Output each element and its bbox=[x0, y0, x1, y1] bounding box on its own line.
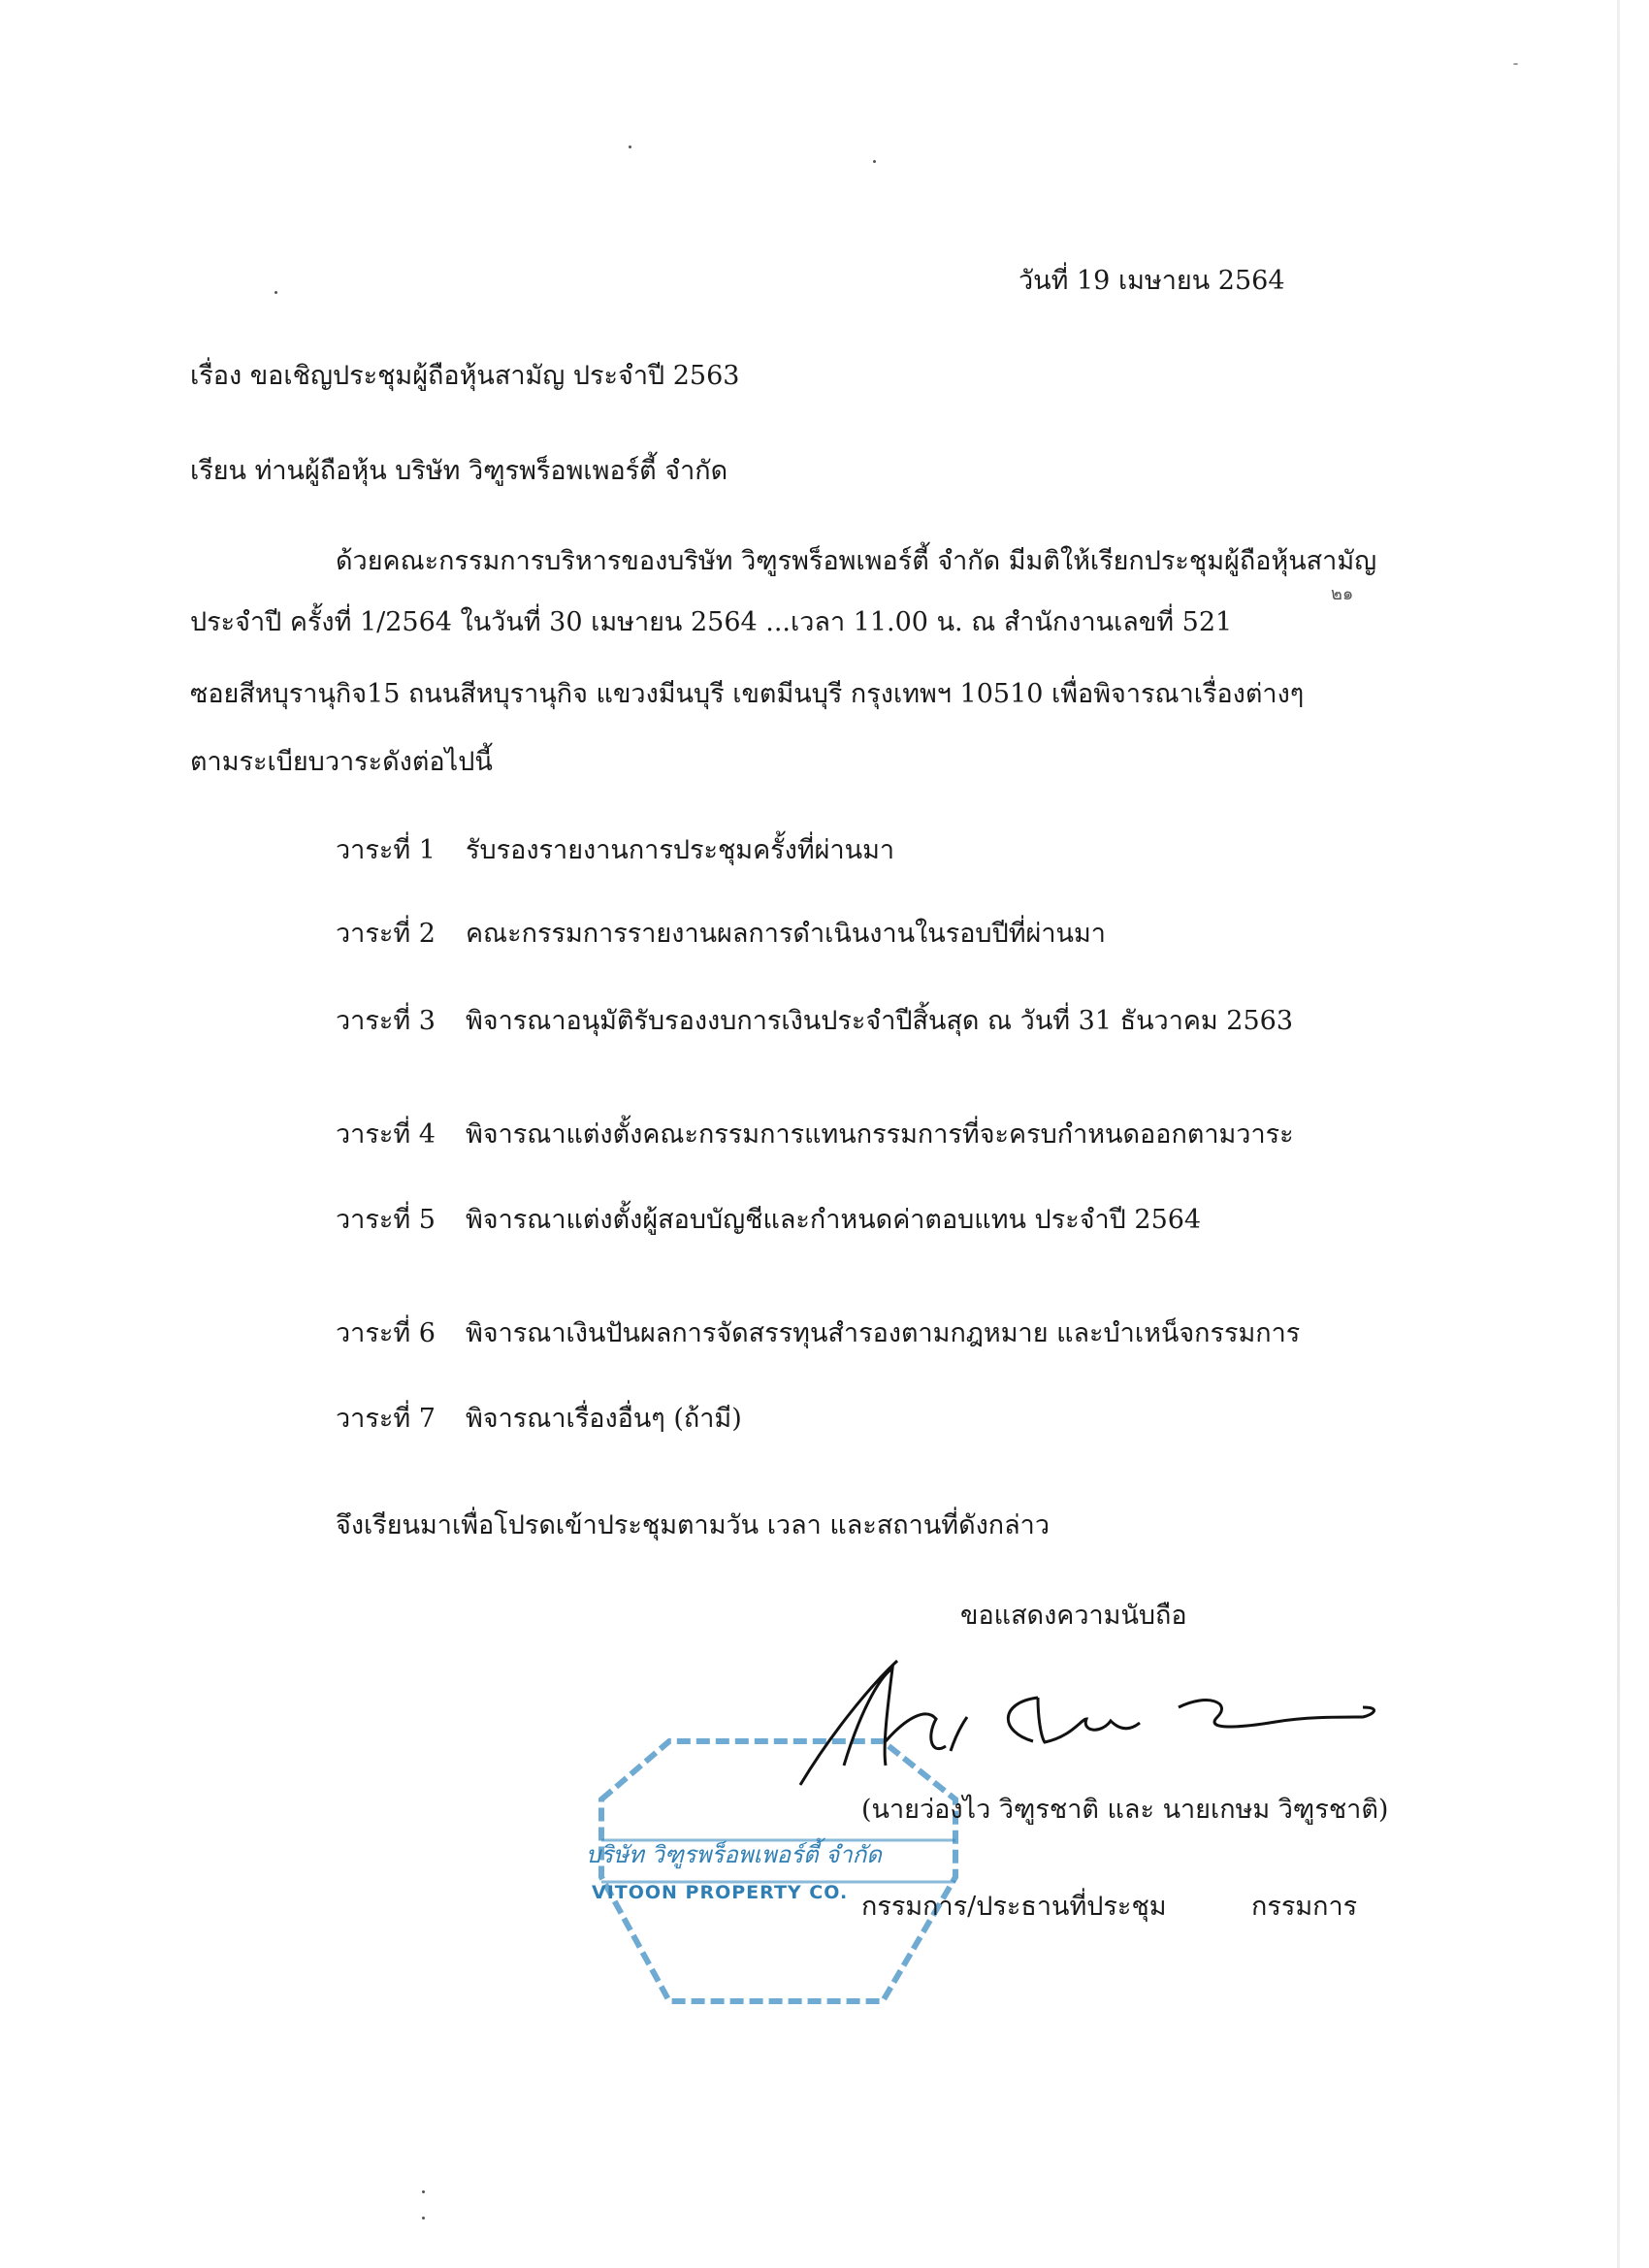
body-line: ประจำปี ครั้งที่ 1/2564 ในวันที่ 30 เมษายน 2564 ...เวลา 11.00 น. ณ สำนักงานเลขที่ 521 bbox=[190, 607, 1233, 637]
closing-line: จึงเรียนมาเพื่อโปรดเข้าประชุมตามวัน เวลา และสถานที่ดังกล่าว bbox=[336, 1510, 1051, 1540]
agenda-number: วาระที่ 1 bbox=[336, 835, 436, 865]
agenda-number: วาระที่ 3 bbox=[336, 1006, 436, 1036]
handwritten-signatures bbox=[791, 1649, 1431, 1795]
body-line: ซอยสีหบุรานุกิจ15 ถนนสีหบุรานุกิจ แขวงมีนบุรี เขตมีนบุรี กรุงเทพฯ 10510 เพื่อพิจารณาเรื่องต่างๆ bbox=[190, 679, 1305, 709]
agenda-text: พิจารณาอนุมัติรับรองงบการเงินประจำปีสิ้นสุด ณ วันที่ 31 ธันวาคม 2563 bbox=[466, 1006, 1294, 1036]
scan-edge bbox=[1617, 0, 1620, 2268]
body-line: ด้วยคณะกรรมการบริหารของบริษัท วิฑูรพร็อพเพอร์ตี้ จำกัด มีมติให้เรียกประชุมผู้ถือหุ้นสามัญ bbox=[336, 546, 1377, 576]
signatory-names: (นายว่องไว วิฑูรชาติ และ นายเกษม วิฑูรชาติ) bbox=[861, 1795, 1389, 1825]
scan-speck bbox=[629, 146, 631, 148]
body-line: ตามระเบียบวาระดังต่อไปนี้ bbox=[190, 747, 493, 777]
agenda-number: วาระที่ 6 bbox=[336, 1318, 436, 1348]
stamp-thai-name: บริษัท วิฑูรพร็อพเพอร์ตี้ จำกัด bbox=[586, 1841, 882, 1868]
agenda-number: วาระที่ 5 bbox=[336, 1205, 436, 1235]
letter-addressee: เรียน ท่านผู้ถือหุ้น บริษัท วิฑูรพร็อพเพอร์ตี้ จำกัด bbox=[190, 456, 728, 486]
stamp-english-name: VITOON PROPERTY CO. bbox=[592, 1882, 849, 1903]
agenda-number: วาระที่ 7 bbox=[336, 1404, 436, 1434]
scan-speck bbox=[873, 160, 876, 163]
letter-subject: เรื่อง ขอเชิญประชุมผู้ถือหุ้นสามัญ ประจำปี 2563 bbox=[190, 361, 740, 391]
agenda-text: พิจารณาเรื่องอื่นๆ (ถ้ามี) bbox=[466, 1404, 742, 1434]
scan-speck bbox=[1513, 63, 1518, 65]
agenda-text: คณะกรรมการรายงานผลการดำเนินงานในรอบปีที่ผ่านมา bbox=[466, 919, 1106, 949]
margin-note: ๒๑ bbox=[1331, 584, 1354, 604]
scan-speck bbox=[275, 291, 277, 294]
agenda-text: รับรองรายงานการประชุมครั้งที่ผ่านมา bbox=[466, 835, 895, 865]
signatory-title-right: กรรมการ bbox=[1251, 1892, 1358, 1922]
agenda-text: พิจารณาเงินปันผลการจัดสรรทุนสำรองตามกฎหมาย และบำเหน็จกรรมการ bbox=[466, 1318, 1301, 1348]
agenda-text: พิจารณาแต่งตั้งคณะกรรมการแทนกรรมการที่จะครบกำหนดออกตามวาระ bbox=[466, 1119, 1294, 1150]
agenda-text: พิจารณาแต่งตั้งผู้สอบบัญชีและกำหนดค่าตอบแทน ประจำปี 2564 bbox=[466, 1205, 1202, 1235]
agenda-number: วาระที่ 4 bbox=[336, 1119, 436, 1150]
letter-date: วันที่ 19 เมษายน 2564 bbox=[1018, 266, 1285, 296]
scan-speck bbox=[422, 2190, 425, 2193]
regards-line: ขอแสดงความนับถือ bbox=[960, 1601, 1187, 1631]
scan-speck bbox=[422, 2217, 425, 2219]
agenda-number: วาระที่ 2 bbox=[336, 919, 436, 949]
signatory-title-left: กรรมการ/ประธานที่ประชุม bbox=[861, 1892, 1167, 1922]
